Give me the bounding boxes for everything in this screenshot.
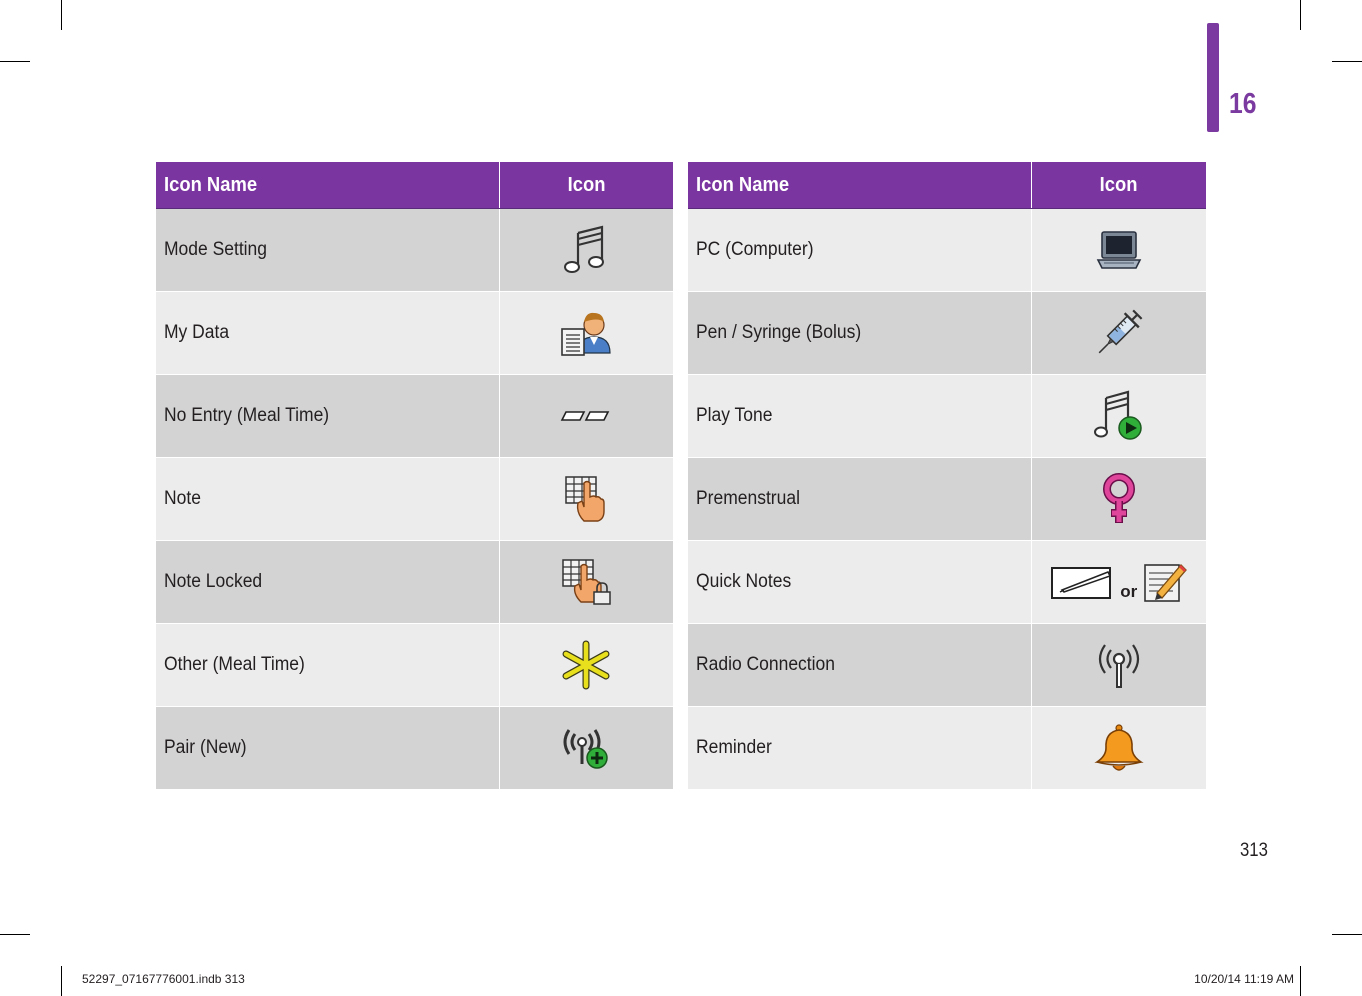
- play-tone-icon: [1094, 390, 1144, 442]
- header-icon-name: Icon Name: [688, 162, 1031, 209]
- icon-name-cell: Quick Notes: [688, 541, 1031, 624]
- table-row: [156, 458, 673, 541]
- table-row: [156, 292, 673, 375]
- table-row: [156, 541, 673, 624]
- icon-name-cell: Reminder: [688, 707, 1031, 790]
- table-row: [688, 209, 1206, 292]
- chapter-number: 16: [1229, 88, 1257, 120]
- table-row: [688, 292, 1206, 375]
- crop-mark: [61, 0, 62, 30]
- table-row: [688, 375, 1206, 458]
- crop-mark: [0, 61, 30, 62]
- table-row: [156, 707, 673, 790]
- quick-notes-pencil-icon: [1143, 561, 1187, 603]
- icon-name-cell: PC (Computer): [688, 209, 1031, 292]
- music-note-icon: [564, 225, 608, 275]
- note-locked-icon: [561, 558, 611, 606]
- icon-name-cell: Note Locked: [156, 541, 499, 624]
- quick-notes-blank-icon: [1050, 564, 1114, 600]
- no-entry-dashes-icon: [560, 408, 612, 424]
- icon-name-cell: Note: [156, 458, 499, 541]
- header-icon: Icon: [499, 162, 673, 209]
- print-slug-file: 52297_07167776001.indb 313: [82, 972, 245, 986]
- icon-name-cell: No Entry (Meal Time): [156, 375, 499, 458]
- table-row: [156, 624, 673, 707]
- asterisk-icon: [561, 640, 611, 690]
- my-data-icon: [560, 309, 612, 357]
- pair-new-icon: [559, 724, 613, 772]
- chapter-tab-bar: [1207, 23, 1219, 132]
- icon-name-cell: Pair (New): [156, 707, 499, 790]
- icon-name-cell: Premenstrual: [688, 458, 1031, 541]
- radio-connection-icon: [1095, 641, 1143, 689]
- note-hand-icon: [564, 475, 608, 523]
- crop-mark: [1332, 934, 1362, 935]
- table-header-row: [156, 162, 673, 209]
- icon-name-cell: Mode Setting: [156, 209, 499, 292]
- syringe-icon: [1093, 307, 1145, 359]
- bell-icon: [1093, 722, 1145, 774]
- page-number: 313: [1240, 840, 1268, 861]
- icon-table-right: [688, 162, 1206, 790]
- table-row: [688, 458, 1206, 541]
- table-row: [156, 375, 673, 458]
- icon-name-cell: Other (Meal Time): [156, 624, 499, 707]
- icon-name-cell: Pen / Syringe (Bolus): [688, 292, 1031, 375]
- crop-mark: [1332, 61, 1362, 62]
- table-row: [688, 624, 1206, 707]
- header-icon-name: Icon Name: [156, 162, 499, 209]
- header-icon: Icon: [1031, 162, 1206, 209]
- laptop-icon: [1096, 228, 1142, 272]
- crop-mark: [1300, 966, 1301, 996]
- icon-name-cell: My Data: [156, 292, 499, 375]
- crop-mark: [61, 966, 62, 996]
- icon-table-left: [156, 162, 673, 790]
- female-symbol-icon: [1099, 473, 1139, 525]
- print-slug-datetime: 10/20/14 11:19 AM: [1194, 972, 1294, 986]
- table-row: [156, 209, 673, 292]
- or-connector: or: [1120, 582, 1138, 601]
- table-header-row: [688, 162, 1206, 209]
- crop-mark: [0, 934, 30, 935]
- table-row: [688, 707, 1206, 790]
- icon-name-cell: Play Tone: [688, 375, 1031, 458]
- icon-name-cell: Radio Connection: [688, 624, 1031, 707]
- crop-mark: [1300, 0, 1301, 30]
- table-row: [688, 541, 1206, 624]
